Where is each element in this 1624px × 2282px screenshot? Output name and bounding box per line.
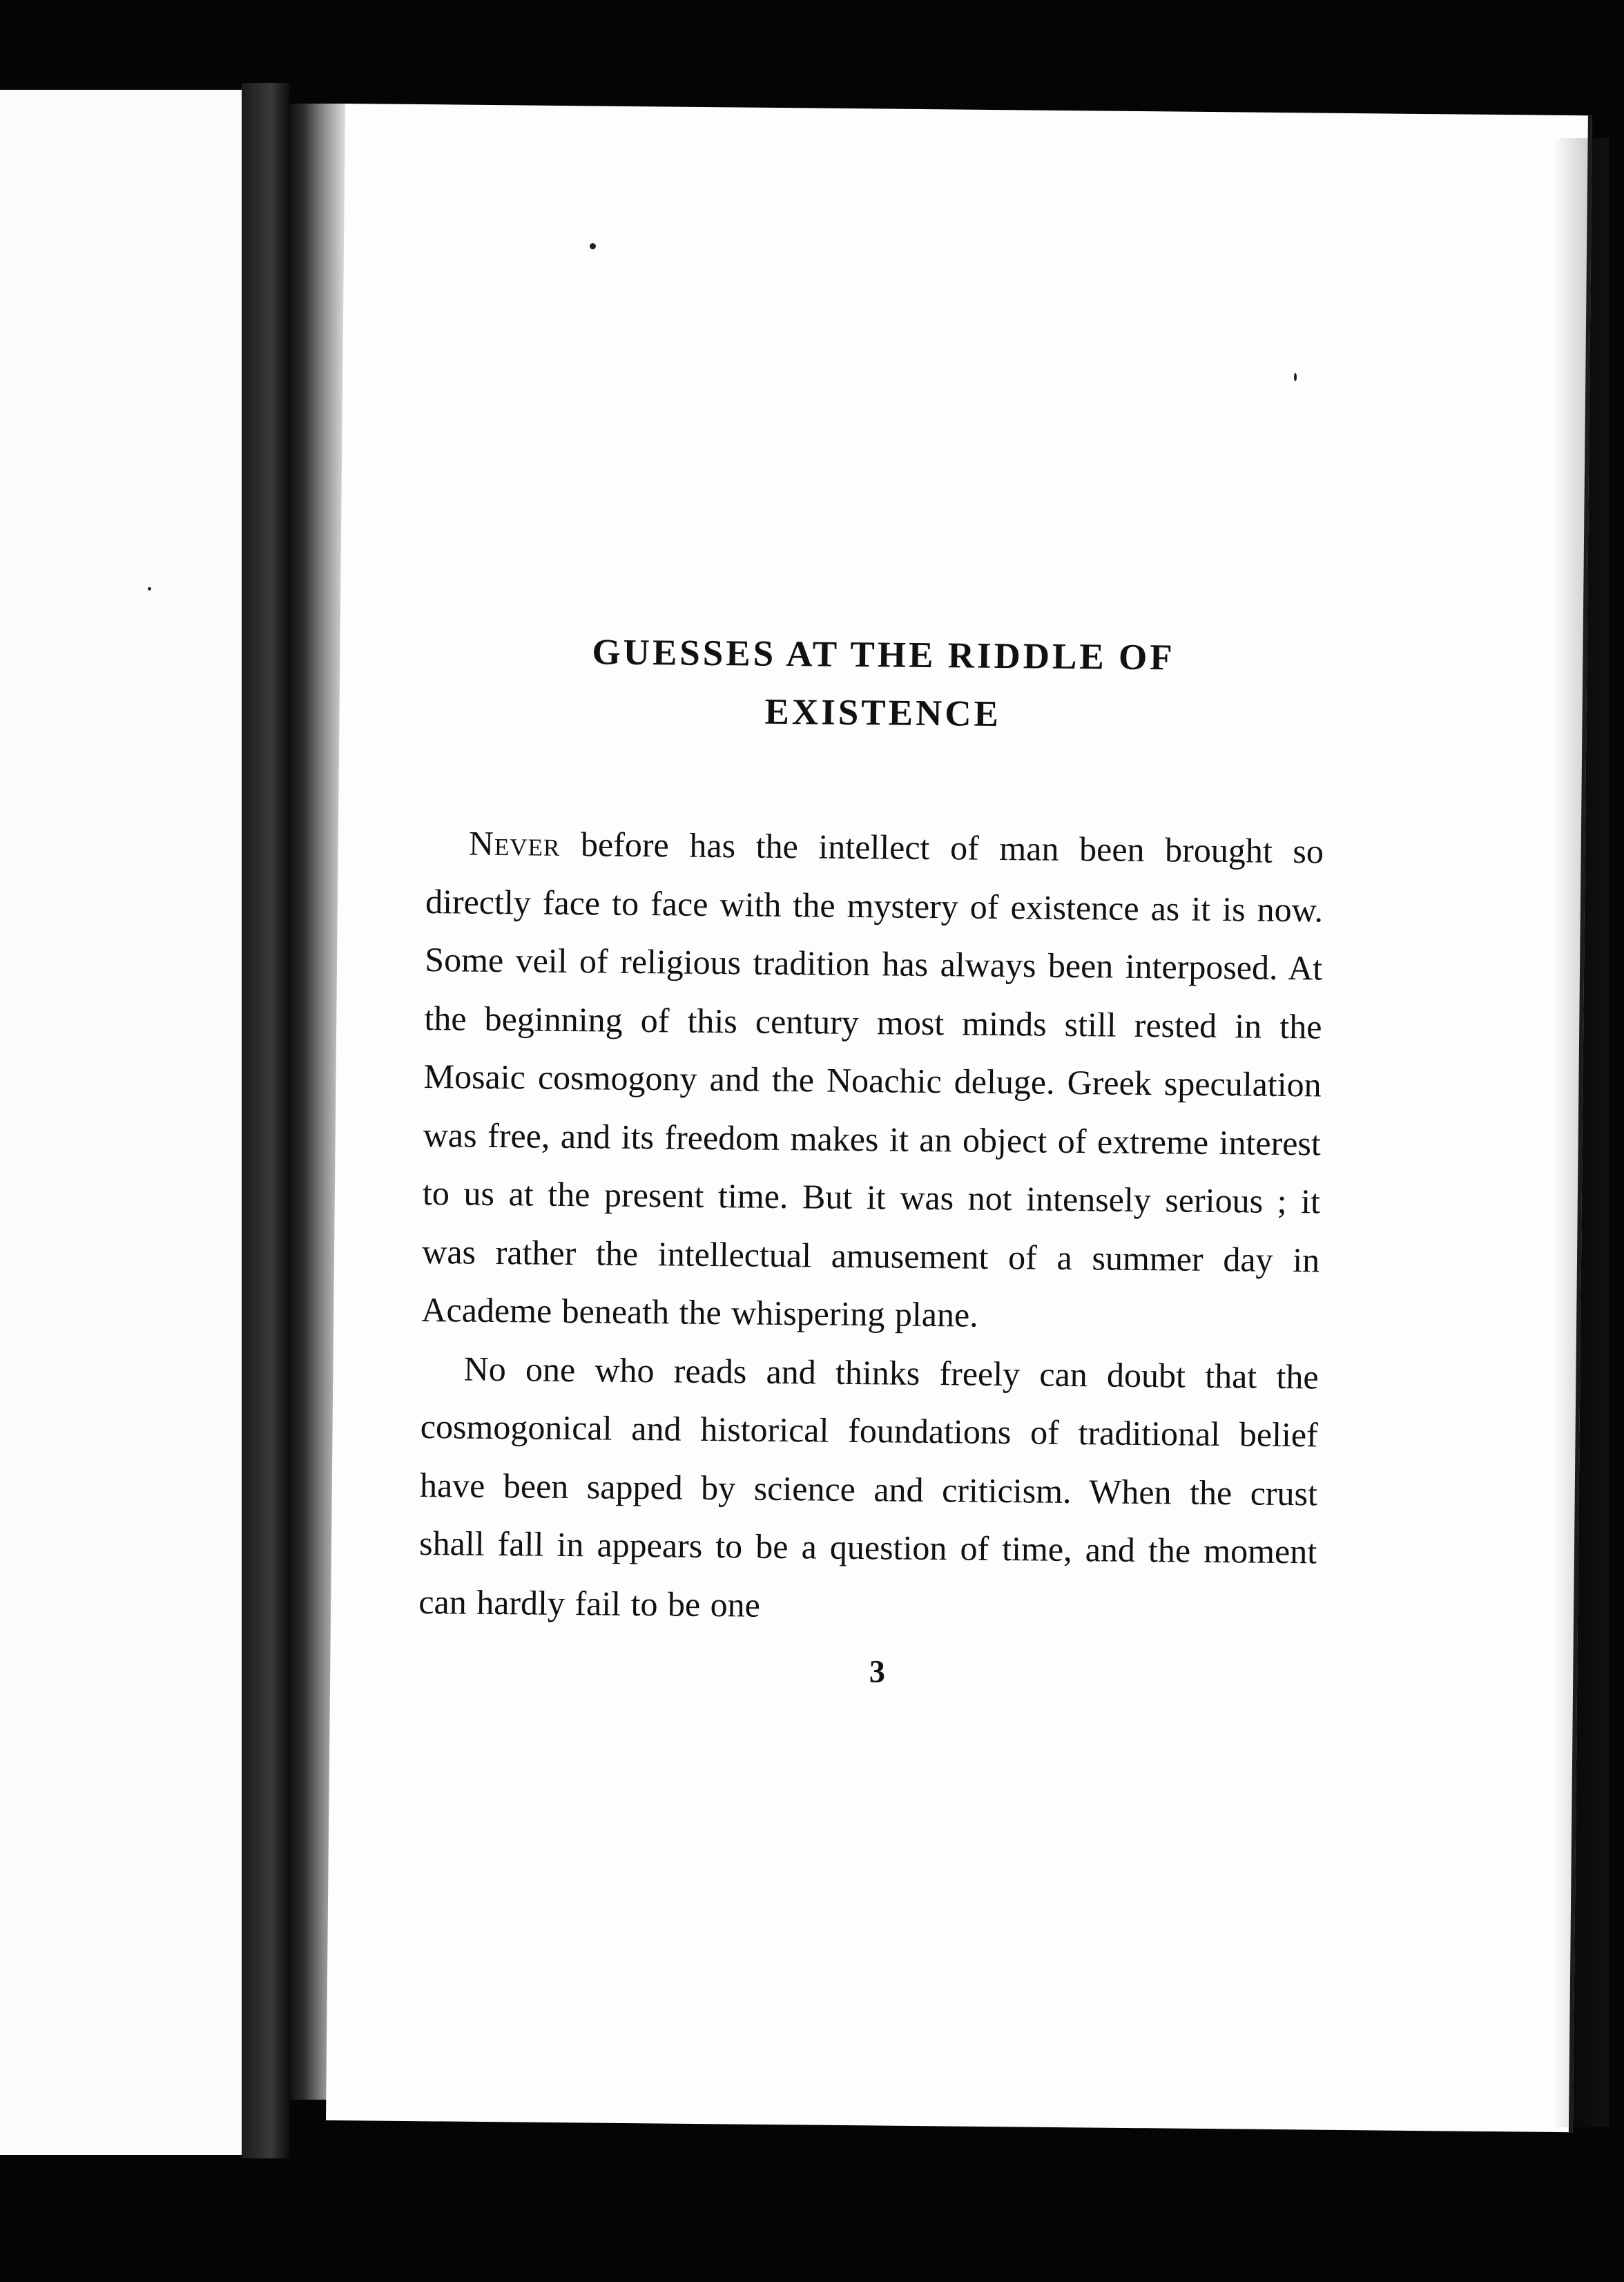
paragraph-1-text: before has the intellect of man been brought so directly face to face with the mystery of existence as it is now. Some veil of religious tradition has always been interposed. At the beginning of this century most minds still rested in the Mosaic cosmogony and the Noachic deluge. Greek speculation was free, and its freedom makes it an object of extreme interest to us at the present time. But it was not intensely serious ; it was rather the intellectual amusement of a summer day in Academe beneath the whispering plane. bbox=[421, 824, 1324, 1334]
paragraph-1 bbox=[421, 814, 1324, 1348]
scan-background bbox=[0, 2158, 1624, 2282]
chapter-title-line-1: GUESSES AT THE RIDDLE OF bbox=[592, 632, 1175, 678]
book-gutter bbox=[242, 83, 290, 2169]
page-number: 3 bbox=[869, 1653, 886, 1689]
paragraph-2: No one who reads and thinks freely can doubt that the cosmogonical and historical foundations of traditional belief have been sapped by science and criticism. When the crust shall fall in appears to be a question of time, and the moment can hardly fail to be one bbox=[418, 1349, 1319, 1624]
scan-speck bbox=[148, 587, 151, 591]
page-edge-shadow bbox=[1554, 138, 1609, 2127]
paragraph-1-lead-word: Never bbox=[468, 823, 561, 863]
chapter-title-line-2: EXISTENCE bbox=[764, 691, 1002, 734]
scan-speck bbox=[1294, 373, 1297, 381]
page-text-block bbox=[418, 622, 1326, 1694]
scan-speck bbox=[590, 243, 596, 249]
left-page-edge bbox=[0, 90, 242, 2155]
chapter-title bbox=[427, 622, 1326, 746]
